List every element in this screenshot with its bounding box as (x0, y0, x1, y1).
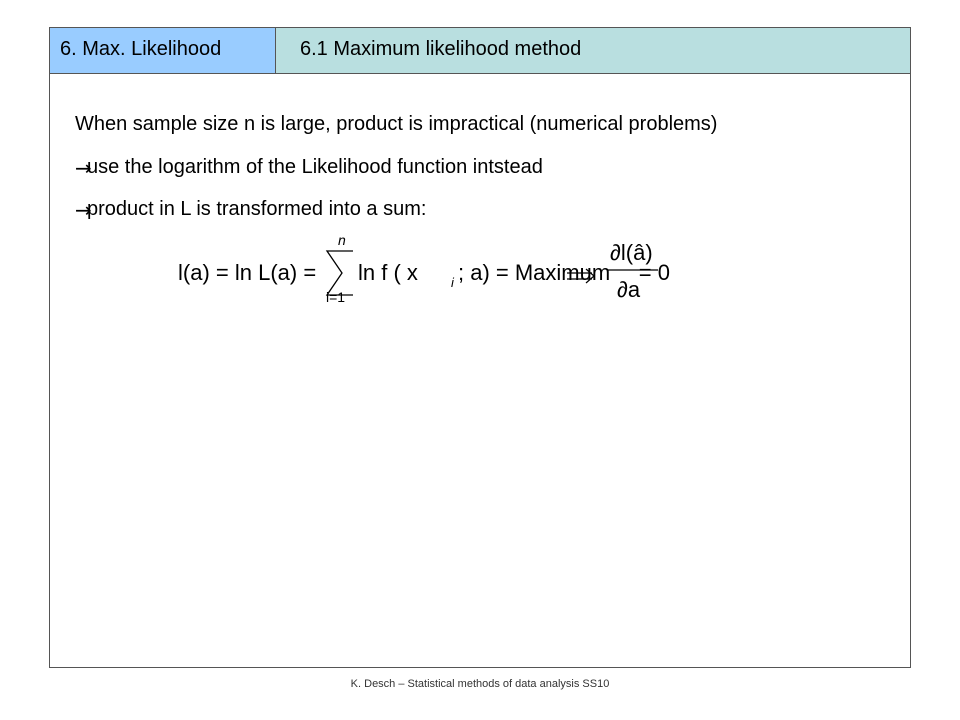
slide-title: 6.1 Maximum likelihood method (300, 38, 582, 60)
bullet-product-to-sum: product in L is transformed into a sum: (87, 198, 427, 220)
sum-upper-limit: n (338, 232, 346, 248)
sum-lower-limit: i=1 (326, 289, 346, 305)
arrow-right-icon: → (75, 198, 92, 222)
section-header (50, 28, 276, 74)
bullet-log-likelihood: use the logarithm of the Likelihood function intstead (87, 156, 543, 178)
log-likelihood-formula (130, 215, 670, 305)
formula-term: ln f ( x (358, 260, 418, 285)
derivative-denominator: ∂a (617, 277, 641, 302)
formula-lhs: l(a) = ln L(a) = (178, 260, 317, 285)
section-title: 6. Max. Likelihood (60, 38, 222, 60)
formula-term-subscript: i (451, 275, 454, 290)
title-header (276, 28, 910, 74)
formula-term-rest: ; a) = Maximum (458, 260, 611, 285)
formula-rhs: = 0 (638, 260, 670, 285)
arrow-right-icon: → (75, 156, 92, 180)
intro-text: When sample size n is large, product is impractical (numerical problems) (75, 113, 718, 135)
derivative-numerator: ∂l(â) (610, 240, 653, 265)
footer-credit: K. Desch – Statistical methods of data analysis SS10 (350, 678, 610, 690)
